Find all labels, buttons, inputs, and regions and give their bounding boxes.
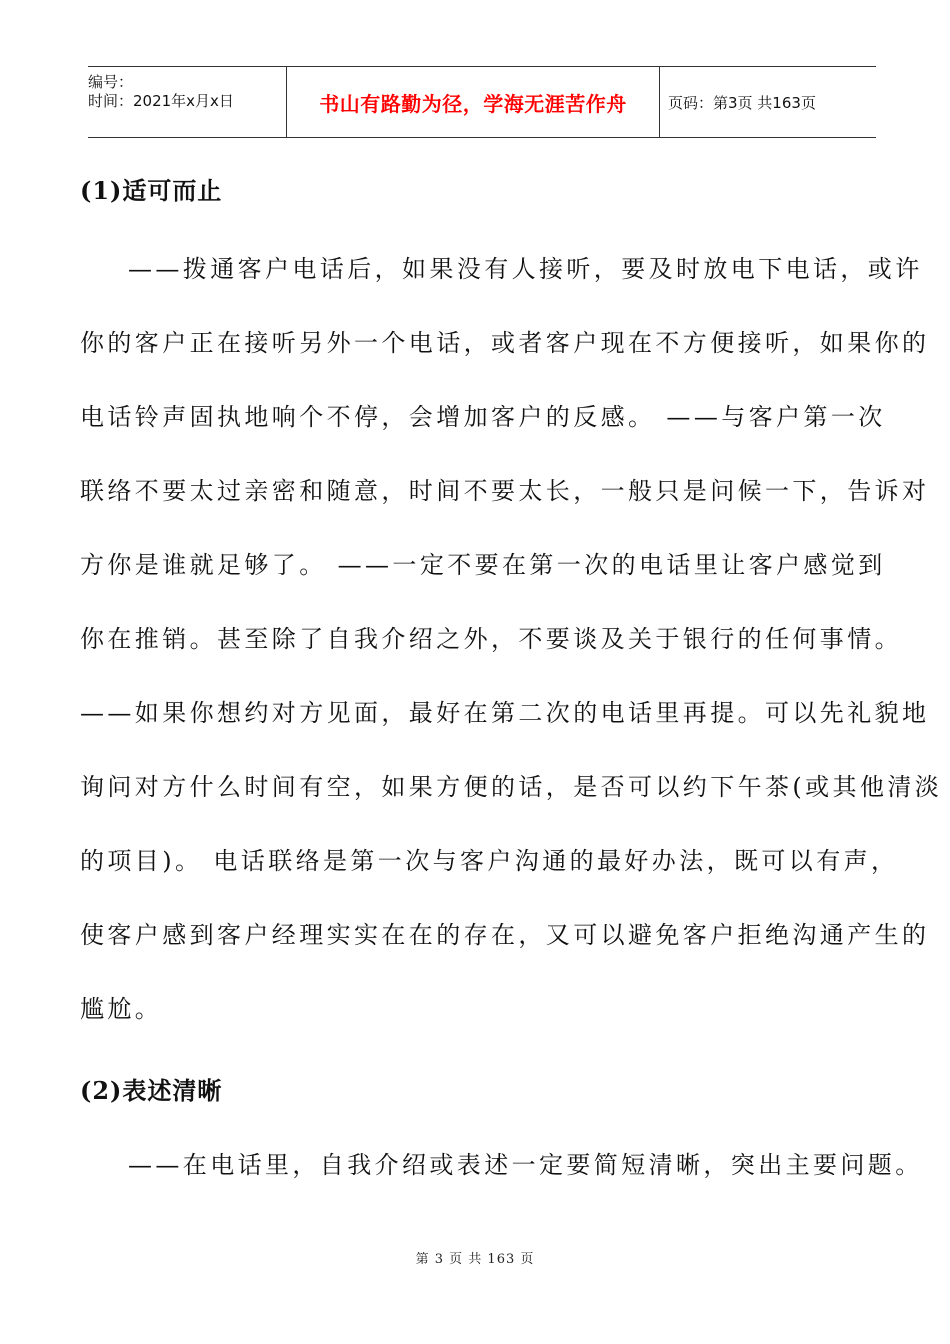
document-number-label: 编号： [88, 73, 134, 91]
section-heading-1: (1)适可而止 [80, 176, 223, 205]
body-line: ——如果你想约对方见面，最好在第二次的电话里再提。可以先礼貌地 [80, 699, 930, 727]
body-line: 的项目)。 电话联络是第一次与客户沟通的最好办法，既可以有声， [80, 847, 899, 875]
body-line: 尴尬。 [80, 995, 163, 1023]
page-footer: 第 3 页 共 163 页 [415, 1252, 535, 1267]
body-line: 方你是谁就足够了。 ——一定不要在第一次的电话里让客户感觉到 [80, 551, 886, 579]
body-line: 使客户感到客户经理实实在在的存在，又可以避免客户拒绝沟通产生的 [80, 921, 930, 949]
body-line: ——在电话里，自我介绍或表述一定要简短清晰，突出主要问题。 [128, 1151, 923, 1179]
section-heading-2: (2)表述清晰 [80, 1076, 223, 1105]
body-line: ——拨通客户电话后，如果没有人接听，要及时放电下电话，或许 [128, 255, 923, 283]
document-date-label: 时间：2021年x月x日 [88, 92, 234, 110]
body-line: 你在推销。甚至除了自我介绍之外，不要谈及关于银行的任何事情。 [80, 625, 902, 653]
header-page-info: 页码：第3页 共163页 [668, 93, 816, 112]
header-meta [88, 67, 286, 137]
header-motto: 书山有路勤为径，学海无涯苦作舟 [286, 67, 660, 137]
body-line: 询问对方什么时间有空，如果方便的话，是否可以约下午茶(或其他清淡 [80, 773, 943, 801]
body-line: 你的客户正在接听另外一个电话，或者客户现在不方便接听，如果你的 [80, 329, 930, 357]
body-line: 联络不要太过亲密和随意，时间不要太长，一般只是问候一下，告诉对 [80, 477, 930, 505]
page-header [88, 66, 876, 138]
body-line: 电话铃声固执地响个不停，会增加客户的反感。 ——与客户第一次 [80, 403, 886, 431]
